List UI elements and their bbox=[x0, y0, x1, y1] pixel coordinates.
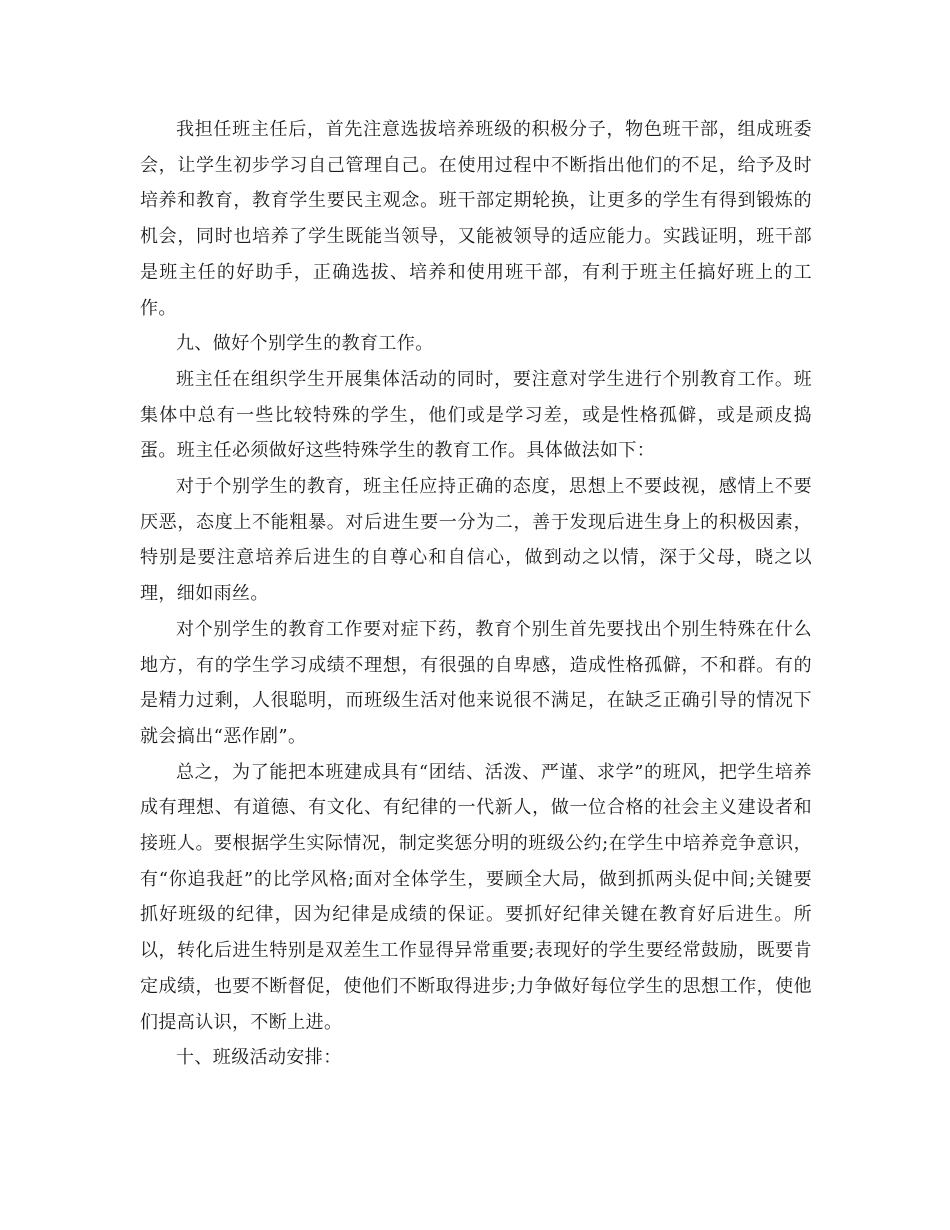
document-page bbox=[140, 112, 812, 1076]
paragraph-individual-education-intro: 班主任在组织学生开展集体活动的同时，要注意对学生进行个别教育工作。班集体中总有一些比较特殊的学生，他们或是学习差，或是性格孤僻，或是顽皮捣蛋。班主任必须做好这些特殊学生的教育工作。具体做法如下： bbox=[140, 368, 812, 462]
paragraph-correct-attitude: 对于个别学生的教育，班主任应持正确的态度，思想上不要歧视，感情上不要厌恶，态度上不能粗暴。对后进生要一分为二，善于发现后进生身上的积极因素，特别是要注意培养后进生的自尊心和自信心，做到动之以情，深于父母，晓之以理，细如雨丝。 bbox=[140, 476, 812, 605]
paragraph-targeted-education: 对个别学生的教育工作要对症下药，教育个别生首先要找出个别生特殊在什么地方，有的学生学习成绩不理想，有很强的自卑感，造成性格孤僻，不和群。有的是精力过剩，人很聪明，而班级生活对他来说很不满足，在缺乏正确引导的情况下就会搞出“恶作剧”。 bbox=[140, 618, 812, 747]
paragraph-class-committee: 我担任班主任后，首先注意选拔培养班级的积极分子，物色班干部，组成班委会，让学生初步学习自己管理自己。在使用过程中不断指出他们的不足，给予及时培养和教育，教育学生要民主观念。班干部定期轮换，让更多的学生有得到锻炼的机会，同时也培养了学生既能当领导，又能被领导的适应能力。实践证明，班干部是班主任的好助手，正确选拔、培养和使用班干部，有利于班主任搞好班上的工作。 bbox=[140, 119, 812, 319]
section-heading-individual-education: 九、做好个别学生的教育工作。 bbox=[176, 333, 434, 355]
section-heading-class-activities: 十、班级活动安排： bbox=[176, 1047, 342, 1069]
paragraph-summary: 总之，为了能把本班建成具有“团结、活泼、严谨、求学”的班风，把学生培养成有理想、有道德、有文化、有纪律的一代新人，做一位合格的社会主义建设者和接班人。要根据学生实际情况，制定奖惩分明的班级公约;在学生中培养竞争意识，有“你追我赶”的比学风格;面对全体学生，要顾全大局，做到抓两头促中间;关键要抓好班级的纪律，因为纪律是成绩的保证。要抓好纪律关键在教育好后进生。所以，转化后进生特别是双差生工作显得异常重要;表现好的学生要经常鼓励，既要肯定成绩，也要不断督促，使他们不断取得进步;力争做好每位学生的思想工作，使他们提高认识，不断上进。 bbox=[140, 761, 812, 1033]
